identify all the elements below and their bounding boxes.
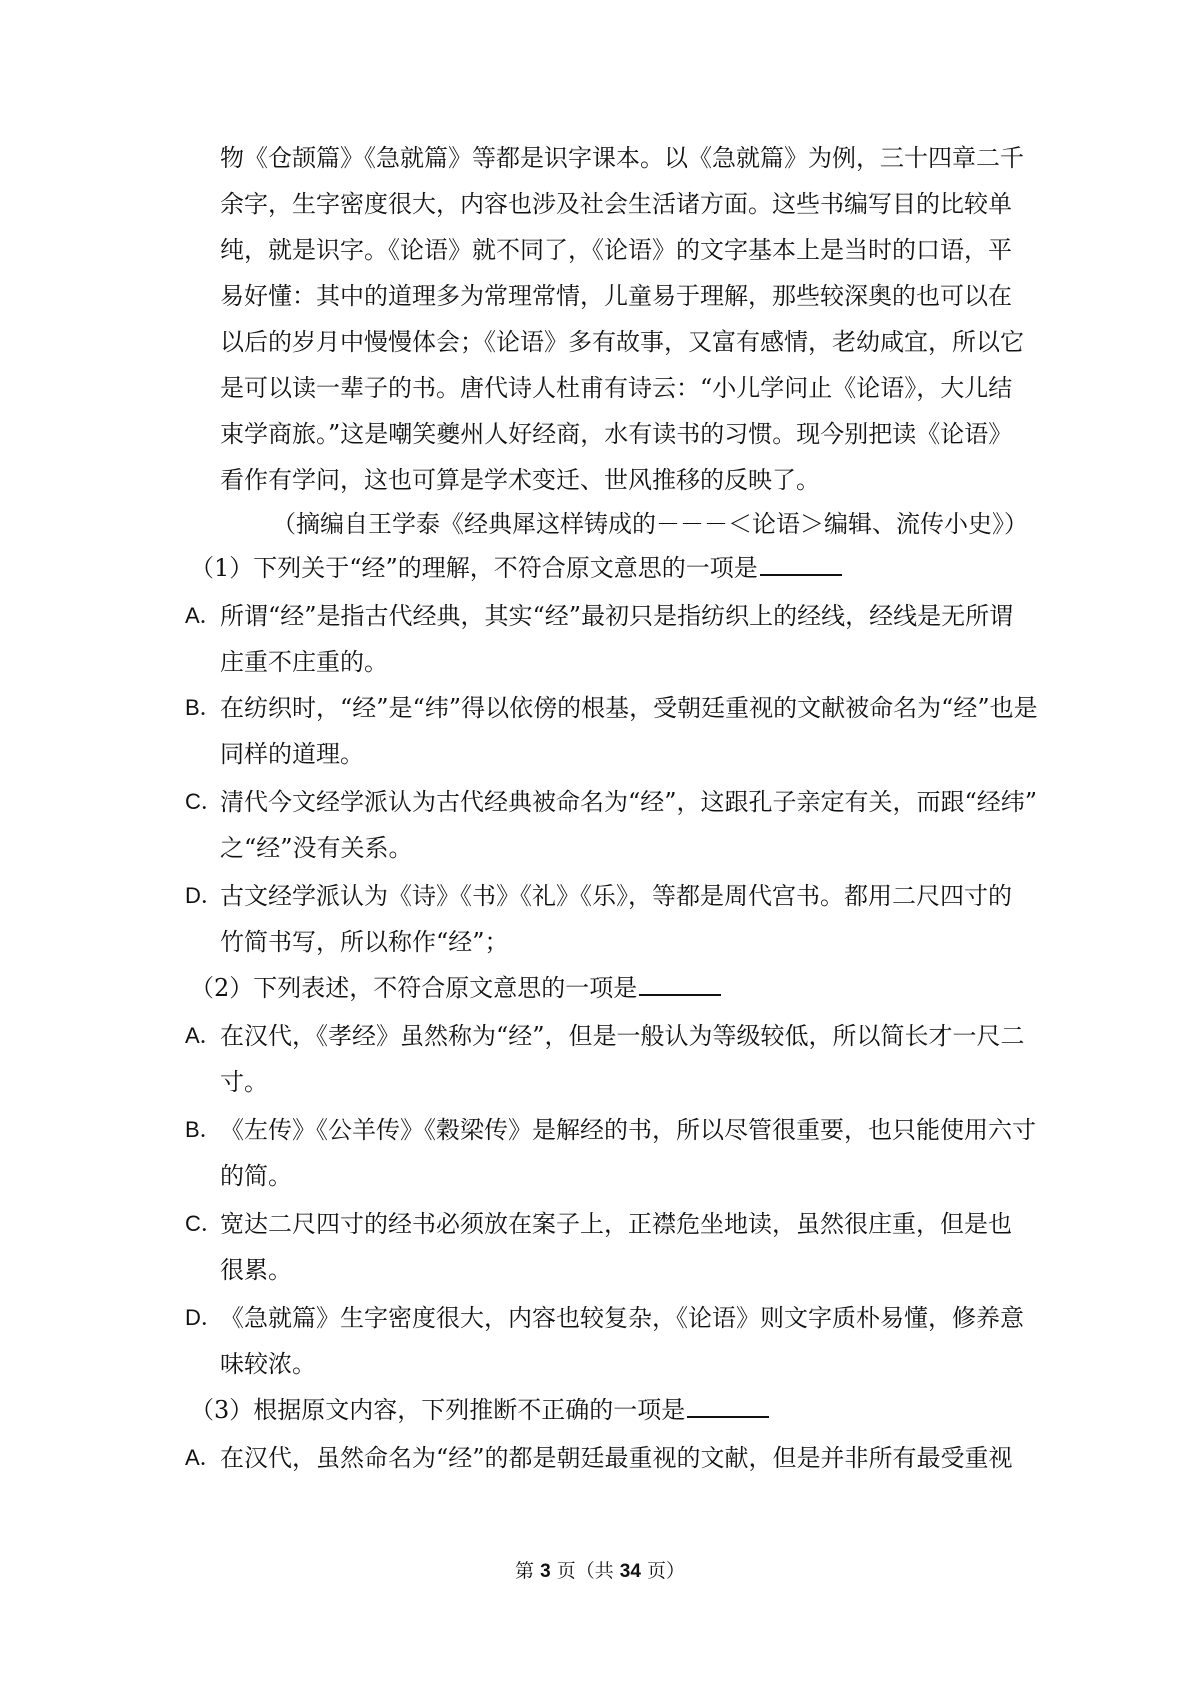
question-stem: （2）下列表述，不符合原文意思的一项是 (190, 974, 638, 1002)
option-text: 的简。 (220, 1162, 292, 1190)
answer-blank (760, 552, 842, 576)
option-letter: D． (185, 883, 223, 908)
option-text: 古文经学派认为《诗》《书》《礼》《乐》，等都是周代宫书。都用二尺四寸的 (220, 882, 1012, 910)
page-number: 3 (540, 1561, 551, 1582)
answer-blank (639, 972, 721, 996)
option-text: 清代今文经学派认为古代经典被命名为“经”，这跟孔子亲定有关，而跟“经纬” (220, 788, 1038, 816)
question-stem: （3）根据原文内容，下列推断不正确的一项是 (190, 1396, 686, 1424)
option-text: 所谓“经”是指古代经典，其实“经”最初只是指纺织上的经线，经线是无所谓 (220, 602, 1014, 630)
passage-line: 看作有学问，这也可算是学术变迁、世风推移的反映了。 (220, 466, 820, 494)
option-text: 《急就篇》生字密度很大，内容也较复杂，《论语》则文字质朴易懂，修养意 (220, 1304, 1024, 1332)
option-letter: B． (185, 695, 222, 720)
option-letter: D． (185, 1305, 223, 1330)
question-stem: （1）下列关于“经”的理解，不符合原文意思的一项是 (190, 554, 758, 582)
option-text: 同样的道理。 (220, 740, 364, 768)
option-text: 在汉代，《孝经》虽然称为“经”，但是一般认为等级较低，所以简长才一尺二 (220, 1022, 1025, 1050)
option-letter: C． (185, 1211, 223, 1236)
option-text: 《左传》《公羊传》《穀梁传》是解经的书，所以尽管很重要，也只能使用六寸 (220, 1116, 1036, 1144)
footer-middle: 页（共 (550, 1560, 620, 1582)
option-letter: A． (185, 1445, 222, 1470)
page-footer (0, 1558, 1200, 1585)
passage-line: 易好懂：其中的道理多为常理常情，儿童易于理解，那些较深奥的也可以在 (220, 282, 1012, 310)
option-text: 庄重不庄重的。 (220, 648, 388, 676)
option-text: 在汉代，虽然命名为“经”的都是朝廷最重视的文献，但是并非所有最受重视 (220, 1444, 1013, 1472)
option-letter: B． (185, 1117, 222, 1142)
passage-line: 以后的岁月中慢慢体会；《论语》多有故事，又富有感情，老幼咸宜，所以它 (220, 328, 1024, 356)
option-text: 很累。 (220, 1256, 292, 1284)
option-letter: A． (185, 603, 222, 628)
answer-blank (687, 1394, 769, 1418)
passage-line: 余字，生字密度很大，内容也涉及社会生活诸方面。这些书编写目的比较单 (220, 190, 1012, 218)
passage-line: 物《仓颉篇》《急就篇》等都是识字课本。以《急就篇》为例，三十四章二千 (220, 144, 1024, 172)
passage-line: 是可以读一辈子的书。唐代诗人杜甫有诗云：“小儿学问止《论语》，大儿结 (220, 374, 1013, 402)
option-text: 寸。 (220, 1068, 268, 1096)
passage-line: 纯，就是识字。《论语》就不同了，《论语》的文字基本上是当时的口语，平 (220, 236, 1012, 264)
option-letter: C． (185, 789, 223, 814)
passage-source: （摘编自王学泰《经典犀这样铸成的－－－＜论语＞编辑、流传小史》） (272, 510, 1028, 538)
footer-prefix: 第 (515, 1560, 541, 1582)
option-text: 宽达二尺四寸的经书必须放在案子上，正襟危坐地读，虽然很庄重，但是也 (220, 1210, 1012, 1238)
option-text: 竹简书写，所以称作“经”； (220, 928, 509, 956)
option-text: 在纺织时，“经”是“纬”得以依傍的根基，受朝廷重视的文献被命名为“经”也是 (220, 694, 1038, 722)
option-letter: A． (185, 1023, 222, 1048)
page-total: 34 (619, 1561, 641, 1582)
passage-line: 束学商旅。”这是嘲笑夔州人好经商，水有读书的习惯。现今别把读《论语》 (220, 420, 1013, 448)
footer-suffix: 页） (640, 1560, 685, 1582)
option-text: 之“经”没有关系。 (220, 834, 413, 862)
option-text: 味较浓。 (220, 1350, 316, 1378)
